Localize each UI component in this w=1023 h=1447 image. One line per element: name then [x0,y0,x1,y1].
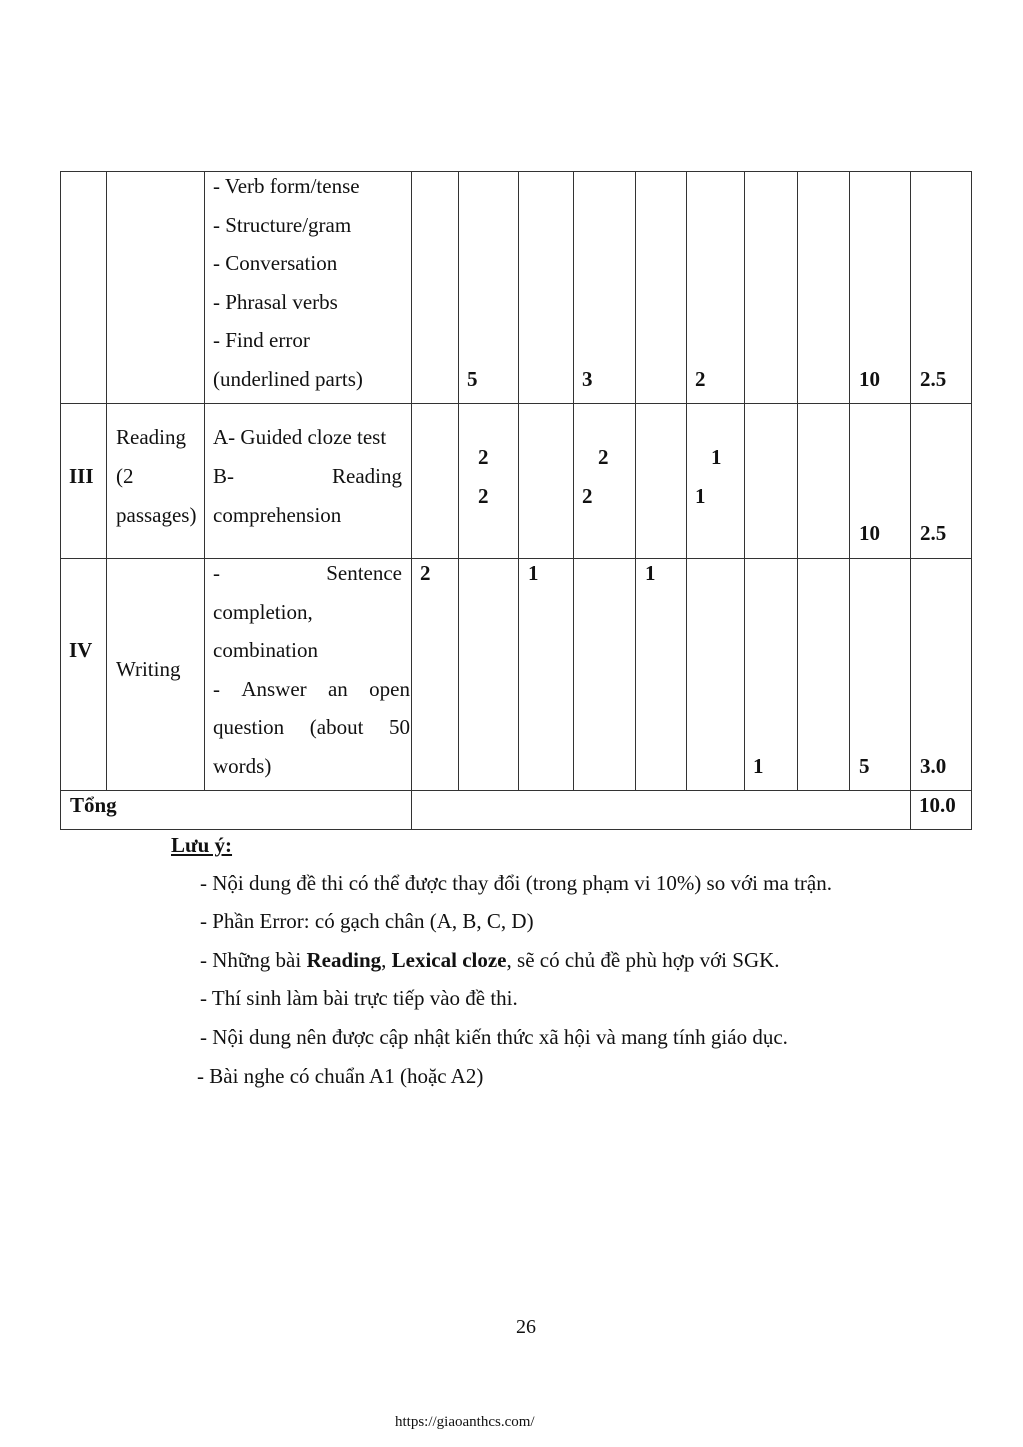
note-line: - Thí sinh làm bài trực tiếp vào đề thi. [200,986,518,1010]
footer-url-link[interactable]: https://giaoanthcs.com/ [395,1414,535,1430]
page-number: 26 [516,1316,536,1338]
content-item: words) [213,754,272,778]
count-cell: 1 [645,561,656,585]
row-number: IV [69,638,93,662]
count-cell: 2 [695,367,706,391]
content-item: - Verb form/tense [213,174,360,198]
note-line: - Bài nghe có chuẩn A1 (hoặc A2) [197,1064,484,1088]
count-cell: 2 [420,561,431,585]
count-cell: 2 [582,484,593,508]
score-cell: 2.5 [920,521,947,545]
count-cell: 2 [478,445,489,469]
content-item: - Phrasal verbs [213,290,338,314]
count-cell: 1 [753,754,764,778]
skill-label: passages) [116,503,197,527]
row-number: III [69,464,94,488]
content-item: (underlined parts) [213,367,363,391]
total-questions-cell: 5 [859,754,870,778]
note-line: - Nội dung nên được cập nhật kiến thức xã hội và mang tính giáo dục. [200,1025,788,1049]
skill-label: Writing [116,657,181,681]
total-questions-cell: 10 [859,367,880,391]
note-line: - Phần Error: có gạch chân (A, B, C, D) [200,909,534,933]
count-cell: 1 [528,561,539,585]
count-cell: 1 [695,484,706,508]
content-item: completion, [213,600,313,624]
skill-label: (2 [116,464,134,488]
note-line: - Nội dung đề thi có thể được thay đổi (trong phạm vi 10%) so với ma trận. [200,871,832,895]
notes-title: Lưu ý: [171,833,233,857]
content-item: - Answer an open [213,677,410,701]
count-cell: 3 [582,367,593,391]
content-item: - Find error [213,328,310,352]
note-line: - Những bài Reading, Lexical cloze, sẽ có chủ đề phù hợp với SGK. [200,948,780,972]
content-item: - Sentence [213,561,402,585]
score-cell: 3.0 [920,754,947,778]
content-item: A- Guided cloze test [213,425,387,449]
content-item: - Conversation [213,251,338,275]
total-label: Tổng [70,793,117,817]
content-item: B- Reading [213,464,402,488]
content-item: question (about 50 [213,715,410,739]
content-item: comprehension [213,503,342,527]
content-item: - Structure/gram [213,213,352,237]
count-cell: 1 [711,445,722,469]
total-score-cell: 10.0 [919,793,956,817]
total-questions-cell: 10 [859,521,880,545]
count-cell: 5 [467,367,478,391]
count-cell: 2 [598,445,609,469]
skill-label: Reading [116,425,186,449]
score-cell: 2.5 [920,367,947,391]
count-cell: 2 [478,484,489,508]
content-item: combination [213,638,318,662]
